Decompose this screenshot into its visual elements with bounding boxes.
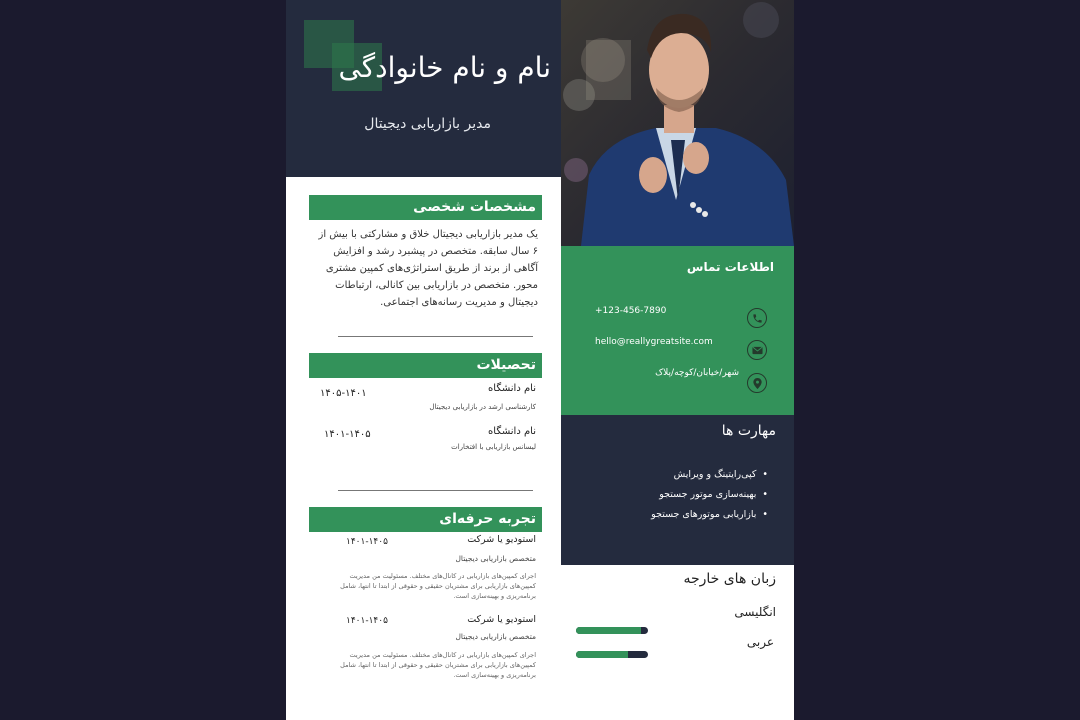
phone-icon: [747, 308, 767, 328]
education-dates: ۱۴۰۱-۱۴۰۵: [324, 429, 371, 440]
resume-header: [286, 0, 561, 177]
profile-text: یک مدیر بازاریابی دیجیتال خلاق و مشارکتی با بیش از ۶ سال سابقه. متخصص در پیشبرد رشد و افزایش آگاهی از برند از طریق استراتژی‌های کمپین مشتری محور. متخصص در بازاریابی بین کانالی، ارتباطات دیجیتال و مدیریت رسانه‌های اجتماعی.: [318, 229, 538, 308]
language-level-bar: [576, 651, 648, 658]
education-school: نام دانشگاه: [488, 426, 536, 437]
language-level-bar: [576, 627, 648, 634]
language-name: عربی: [746, 635, 774, 649]
languages-panel: [561, 565, 794, 720]
divider: [338, 336, 533, 337]
job-title: مدیر بازاریابی دیجیتال: [364, 116, 491, 132]
skills-panel: [561, 415, 794, 565]
language-level-fill: [576, 651, 628, 658]
education-degree: کارشناسی ارشد در بازاریابی دیجیتال: [429, 403, 536, 411]
contact-phone[interactable]: +123-456-7890: [595, 306, 667, 316]
contact-email[interactable]: hello@reallygreatsite.com: [595, 337, 713, 347]
education-dates: ۱۴۰۵-۱۴۰۱: [320, 388, 367, 399]
experience-company: استودیو یا شرکت: [467, 534, 536, 545]
candidate-name: نام و نام خانوادگی: [338, 51, 551, 84]
experience-role: متخصص بازاریابی دیجیتال: [455, 632, 536, 641]
languages-heading: زبان های خارجه: [683, 571, 776, 587]
experience-dates: ۱۴۰۱-۱۴۰۵: [346, 537, 388, 547]
skill-item: • بهینه‌سازی موتور جستجو: [659, 489, 768, 500]
profile-photo: [561, 0, 794, 246]
contact-address: شهر/خیابان/کوچه/پلاک: [655, 368, 739, 378]
education-heading: تحصیلات: [309, 353, 542, 378]
education-degree: لیسانس بازاریابی با افتخارات: [451, 443, 536, 451]
experience-description: اجرای کمپین‌های بازاریابی در کانال‌های مختلف. مسئولیت من مدیریت کمپین‌های بازاریابی برای مشتریان حقیقی و حقوقی از ابتدا تا انتها، شامل برنامه‌ریزی و بهینه‌سازی است.: [340, 651, 536, 679]
contact-panel: [561, 246, 794, 415]
experience-dates: ۱۴۰۱-۱۴۰۵: [346, 616, 388, 626]
mail-icon: [747, 340, 767, 360]
skill-item: • کپی‌رایتینگ و ویرایش: [674, 469, 768, 480]
location-pin-icon: [747, 373, 767, 393]
experience-description: اجرای کمپین‌های بازاریابی در کانال‌های مختلف. مسئولیت من مدیریت کمپین‌های بازاریابی برای مشتریان حقیقی و حقوقی از ابتدا تا انتها، شامل برنامه‌ریزی و بهینه‌سازی است.: [340, 572, 536, 600]
experience-heading: تجربه حرفه‌ای: [309, 507, 542, 532]
skill-item: • بازاریابی موتورهای جستجو: [651, 509, 768, 520]
divider: [338, 490, 533, 491]
contact-heading: اطلاعات تماس: [686, 260, 774, 274]
profile-heading: مشخصات شخصی: [309, 195, 542, 220]
resume-page: [286, 0, 794, 720]
skills-heading: مهارت ها: [721, 423, 776, 439]
education-school: نام دانشگاه: [488, 383, 536, 394]
experience-company: استودیو یا شرکت: [467, 614, 536, 625]
language-name: انگلیسی: [734, 605, 776, 619]
language-level-fill: [576, 627, 641, 634]
experience-role: متخصص بازاریابی دیجیتال: [455, 554, 536, 563]
